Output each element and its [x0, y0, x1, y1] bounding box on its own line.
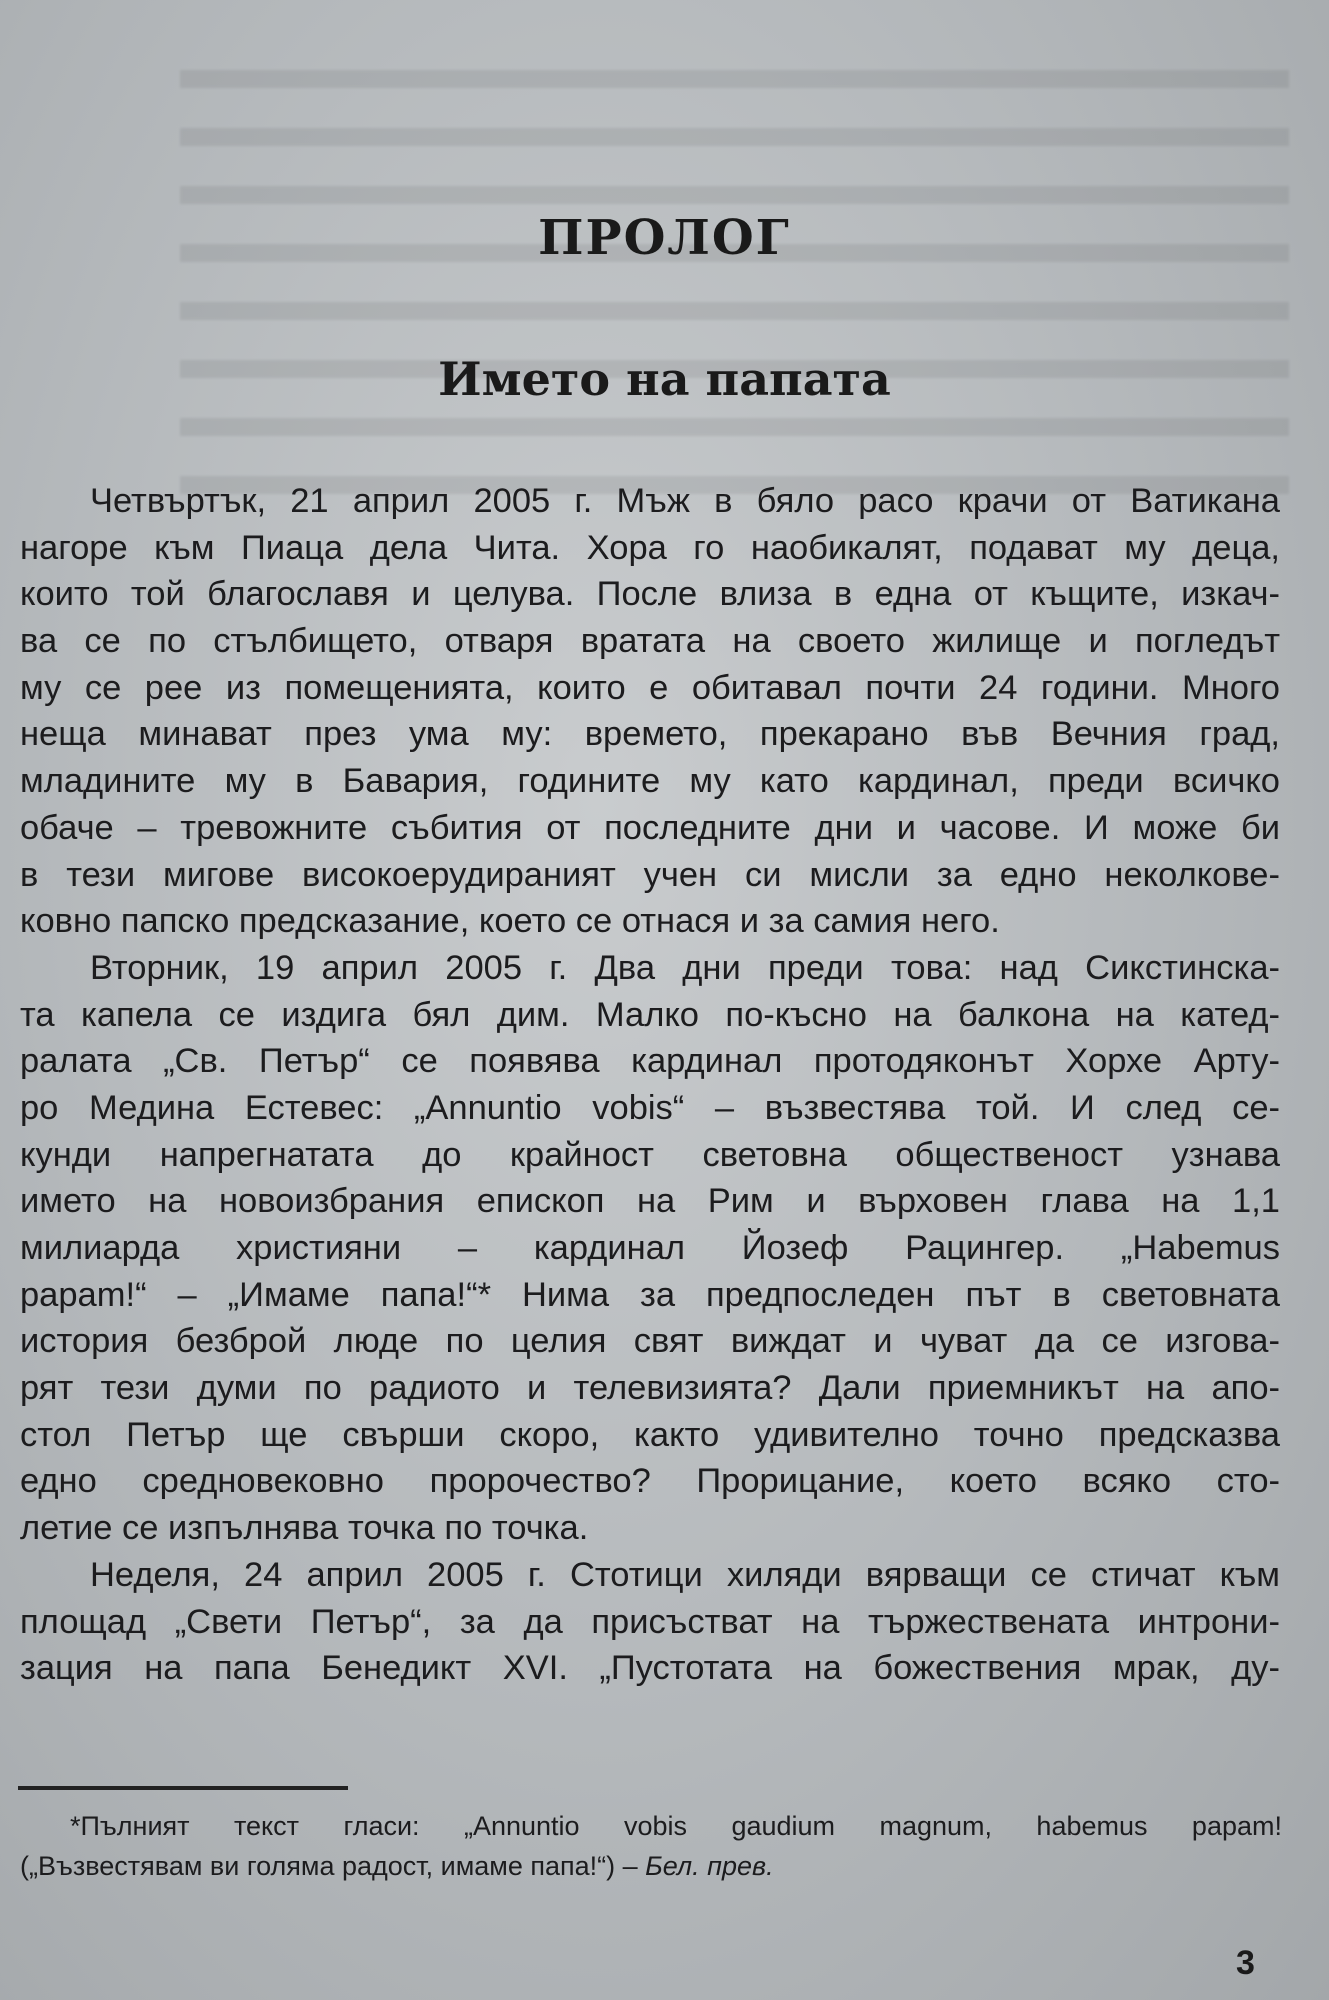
text-line: papam!“ – „Имаме папа!“* Нима за предпоследен път в световната — [20, 1275, 1280, 1314]
text-line: кунди напрегнатата до крайност световна общественост узнава — [20, 1135, 1280, 1174]
text-line: рят тези думи по радиото и телевизията? Дали приемникът на апо- — [20, 1369, 1280, 1408]
text-line: летие се изпълнява точка по точка. — [20, 1509, 589, 1548]
footnote-divider — [18, 1786, 348, 1790]
chapter-subtitle: Името на папата — [438, 352, 891, 406]
footnote-line — [20, 1846, 1282, 1886]
text-line: Неделя, 24 април 2005 г. Стотици хиляди вярващи се стичат към — [90, 1555, 1280, 1594]
text-line: едно средновековно пророчество? Прорицание, което всяко сто- — [20, 1462, 1280, 1501]
text-line: Четвъртък, 21 април 2005 г. Мъж в бяло расо крачи от Ватикана — [90, 482, 1280, 520]
text-line: история безброй люде по целия свят виждат и чуват да се изгова- — [20, 1322, 1280, 1361]
text-line: които той благославя и целува. После влиза в една от къщите, изкач- — [20, 575, 1280, 614]
footnote-line: *Пълният текст гласи: „Annuntio vobis gaudium magnum, habemus papam! — [70, 1811, 1282, 1841]
text-line: нагоре към Пиаца дела Чита. Хора го наобикалят, подават му деца, — [20, 528, 1280, 567]
text-line: ва се по стълбището, отваря вратата на своето жилище и погледът — [20, 622, 1280, 661]
page-number: 3 — [1236, 1944, 1255, 1982]
chapter-title: ПРОЛОГ — [538, 210, 791, 266]
text-line: ковно папско предсказание, което се отнася и за самия него. — [20, 902, 1000, 941]
text-line: му се рее из помещенията, които е обитавал почти 24 години. Много — [20, 668, 1280, 707]
translator-note: Бел. прев. — [645, 1851, 774, 1881]
text-line: неща минават през ума му: времето, прекарано във Вечния град, — [20, 715, 1280, 754]
text-line: та капела се издига бял дим. Малко по-късно на балкона на катед- — [20, 995, 1280, 1034]
footnote-text: („Възвестявам ви голяма радост, имаме папа!“) – — [20, 1851, 646, 1881]
text-line: обаче – тревожните събития от последните дни и часове. И може би — [20, 808, 1280, 847]
text-line: младините му в Бавария, годините му като кардинал, преди всичко — [20, 762, 1280, 801]
text-line: Вторник, 19 април 2005 г. Два дни преди това: над Сикстинска- — [90, 948, 1280, 987]
text-line: ро Медина Естевес: „Annuntio vobis“ – възвестява той. И след се- — [20, 1088, 1280, 1127]
text-line: милиарда християни – кардинал Йозеф Рацингер. „Habemus — [20, 1229, 1280, 1267]
text-line: стол Петър ще свърши скоро, както удивително точно предсказва — [20, 1415, 1280, 1454]
text-line: ралата „Св. Петър“ се появява кардинал протодяконът Хорхе Арту- — [20, 1042, 1280, 1081]
footnote — [20, 1806, 1282, 1886]
text-line: името на новоизбрания епископ на Рим и върховен глава на 1,1 — [20, 1182, 1280, 1221]
body-text — [20, 478, 1280, 1692]
text-line: площад „Свети Петър“, за да присъстват на тържествената интрони- — [20, 1602, 1280, 1641]
text-line: в тези мигове високоерудираният учен си мисли за едно неколкове- — [20, 855, 1280, 894]
text-line: зация на папа Бенедикт XVI. „Пустотата на божествения мрак, ду- — [20, 1649, 1280, 1688]
